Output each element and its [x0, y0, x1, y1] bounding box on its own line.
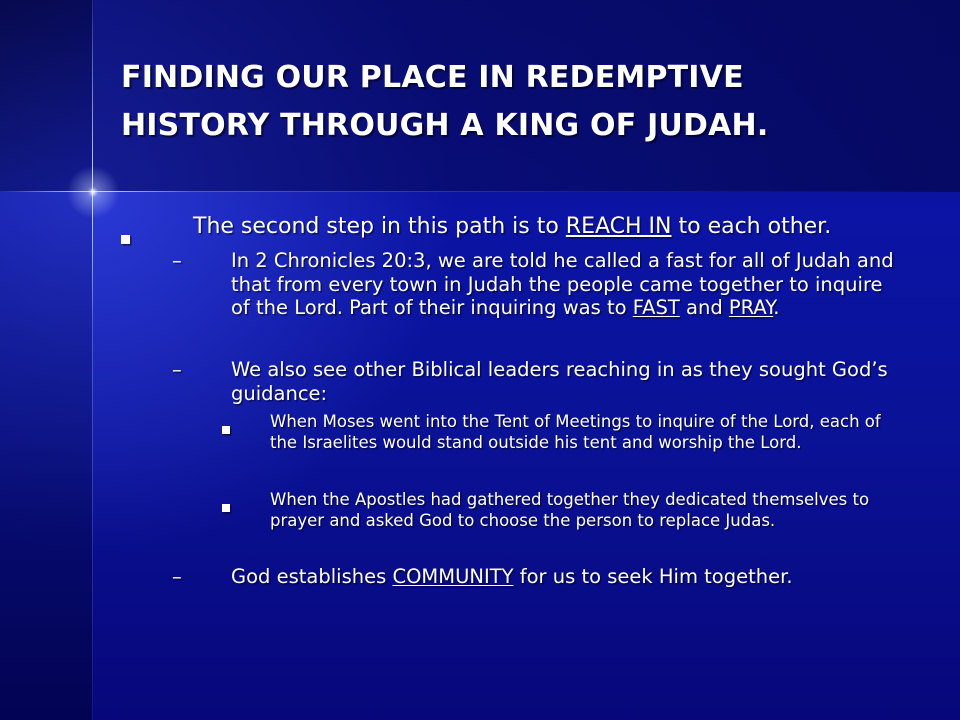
sub-bullet-leaders-text: We also see other Biblical leaders reaching in as they sought God’s guidance: [231, 358, 888, 405]
fast-emphasis: FAST [632, 296, 680, 320]
sub-bullet-chronicles-text: In 2 Chronicles 20:3, we are told he called a fast for all of Judah and that from every town in Judah the people came together to inquire of the Lord. Part of their inquiring was to FAST and PRAY. [231, 249, 894, 320]
sub-sub-bullet-moses-text: When Moses went into the Tent of Meetings to inquire of the Lord, each of the Israelites would stand outside his tent and worship the Lord. [270, 412, 881, 452]
slide-title-line-1: FINDING OUR PLACE IN REDEMPTIVE [121, 60, 744, 95]
sub-sub-bullet-apostles-text: When the Apostles had gathered together they dedicated themselves to prayer and asked God to choose the person to replace Judas. [270, 490, 870, 530]
pray-emphasis: PRAY [728, 296, 774, 320]
square-bullet-icon [121, 223, 130, 253]
slide-title-line-2: HISTORY THROUGH A KING OF JUDAH. [121, 108, 769, 143]
dash-marker: – [172, 249, 182, 272]
community-emphasis: COMMUNITY [392, 565, 514, 588]
square-bullet-icon [222, 419, 230, 440]
reach-in-emphasis: REACH IN [565, 214, 672, 239]
sub-sub-bullet-apostles [222, 490, 912, 531]
main-bullet [121, 212, 901, 242]
sub-sub-bullet-moses [222, 412, 912, 453]
main-bullet-text: The second step in this path is to REACH IN to each other. [193, 214, 832, 239]
sub-bullet-community-text: God establishes COMMUNITY for us to seek Him together. [231, 565, 793, 588]
sub-bullet-leaders [172, 358, 902, 405]
sub-bullet-community [172, 565, 902, 589]
square-bullet-icon [222, 497, 230, 518]
dash-marker: – [172, 358, 182, 381]
sub-bullet-chronicles [172, 249, 902, 320]
dash-marker: – [172, 565, 182, 588]
